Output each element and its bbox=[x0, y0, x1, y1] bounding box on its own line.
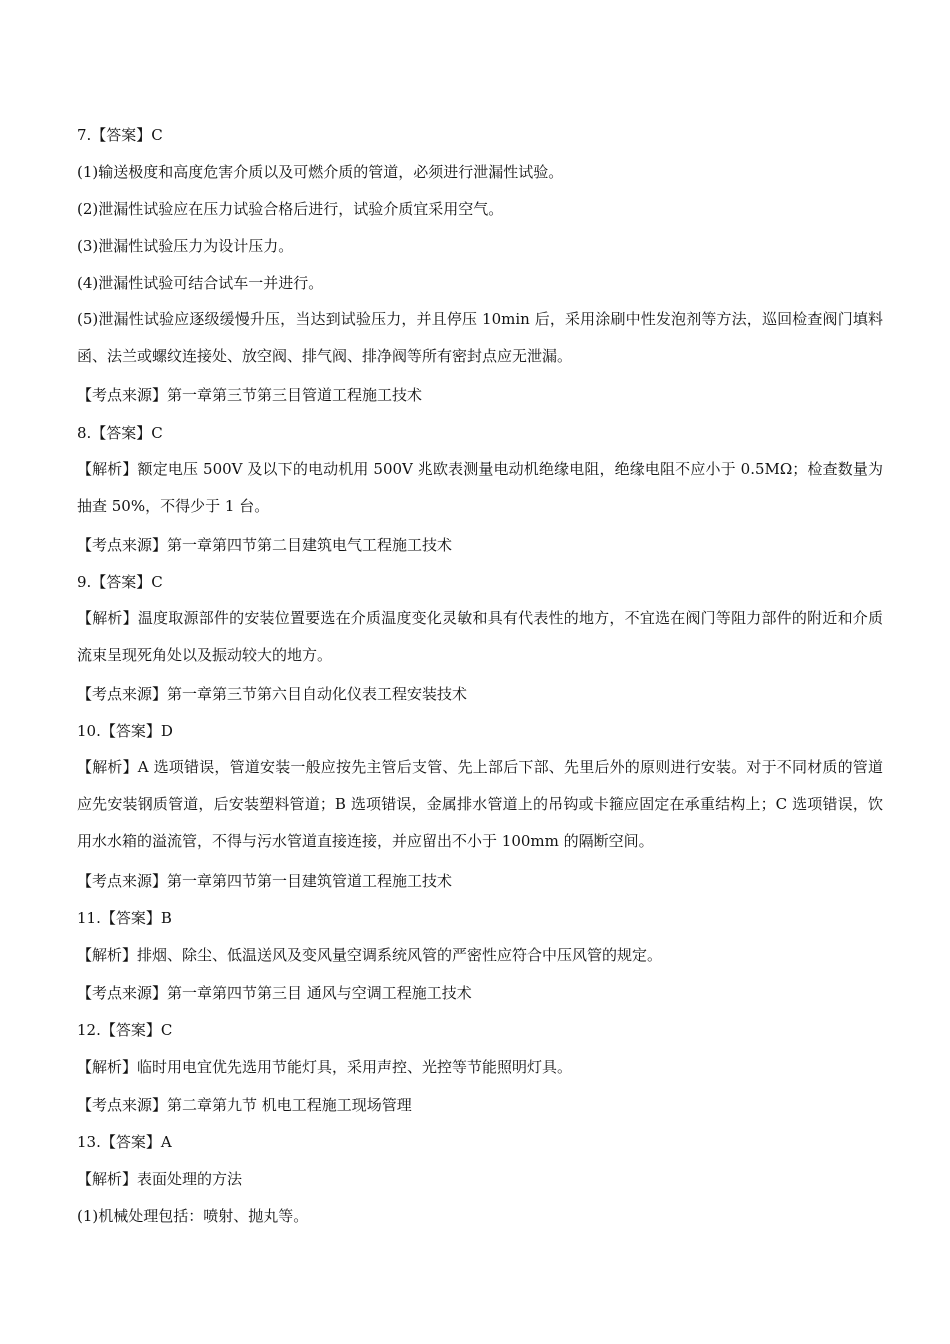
answer-12: 12.【答案】C bbox=[77, 1021, 173, 1039]
answer-13: 13.【答案】A bbox=[77, 1133, 172, 1151]
answer-8: 8.【答案】C bbox=[77, 424, 163, 442]
answer-7: 7.【答案】C bbox=[77, 126, 163, 144]
source-note: 【考点来源】第一章第四节第二目建筑电气工程施工技术 bbox=[77, 536, 453, 554]
source-note: 【考点来源】第一章第三节第六目自动化仪表工程安装技术 bbox=[77, 685, 468, 703]
source-note: 【考点来源】第一章第四节第一目建筑管道工程施工技术 bbox=[77, 872, 453, 890]
paragraph: (5)泄漏性试验应逐级缓慢升压，当达到试验压力，并且停压 10min 后，采用涂刷中性发泡剂等方法，巡回检查阀门填料函、法兰或螺纹连接处、放空阀、排气阀、排净阀等所有密封点应无泄漏。 bbox=[77, 310, 883, 365]
paragraph: (2)泄漏性试验应在压力试验合格后进行，试验介质宜采用空气。 bbox=[77, 200, 504, 218]
answer-9: 9.【答案】C bbox=[77, 573, 163, 591]
paragraph: (4)泄漏性试验可结合试车一并进行。 bbox=[77, 274, 324, 292]
paragraph: 【解析】临时用电宜优先选用节能灯具，采用声控、光控等节能照明灯具。 bbox=[77, 1058, 573, 1076]
paragraph: (1)输送极度和高度危害介质以及可燃介质的管道，必须进行泄漏性试验。 bbox=[77, 163, 564, 181]
source-note: 【考点来源】第二章第九节 机电工程施工现场管理 bbox=[77, 1096, 412, 1114]
paragraph: 【解析】A 选项错误，管道安装一般应按先主管后支管、先上部后下部、先里后外的原则进行安装。对于不同材质的管道应先安装钢质管道，后安装塑料管道；B 选项错误，金属排水管道上的吊钩或卡箍应固定在承重结构上；C 选项错误，饮用水水箱的溢流管，不得与污水管道直接连接，并应留出不小于 100mm 的隔断空间。 bbox=[77, 758, 883, 850]
paragraph: 【解析】排烟、除尘、低温送风及变风量空调系统风管的严密性应符合中压风管的规定。 bbox=[77, 946, 663, 964]
source-note: 【考点来源】第一章第四节第三目 通风与空调工程施工技术 bbox=[77, 984, 472, 1002]
source-note: 【考点来源】第一章第三节第三目管道工程施工技术 bbox=[77, 386, 423, 404]
paragraph: 【解析】温度取源部件的安装位置要选在介质温度变化灵敏和具有代表性的地方，不宜选在阀门等阻力部件的附近和介质流束呈现死角处以及振动较大的地方。 bbox=[77, 609, 883, 664]
paragraph: (3)泄漏性试验压力为设计压力。 bbox=[77, 237, 294, 255]
answer-10: 10.【答案】D bbox=[77, 722, 173, 740]
paragraph: (1)机械处理包括：喷射、抛丸等。 bbox=[77, 1207, 309, 1225]
paragraph: 【解析】表面处理的方法 bbox=[77, 1170, 243, 1188]
paragraph: 【解析】额定电压 500V 及以下的电动机用 500V 兆欧表测量电动机绝缘电阻，绝缘电阻不应小于 0.5MΩ；检查数量为抽查 50%，不得少于 1 台。 bbox=[77, 460, 883, 515]
answer-11: 11.【答案】B bbox=[77, 909, 172, 927]
